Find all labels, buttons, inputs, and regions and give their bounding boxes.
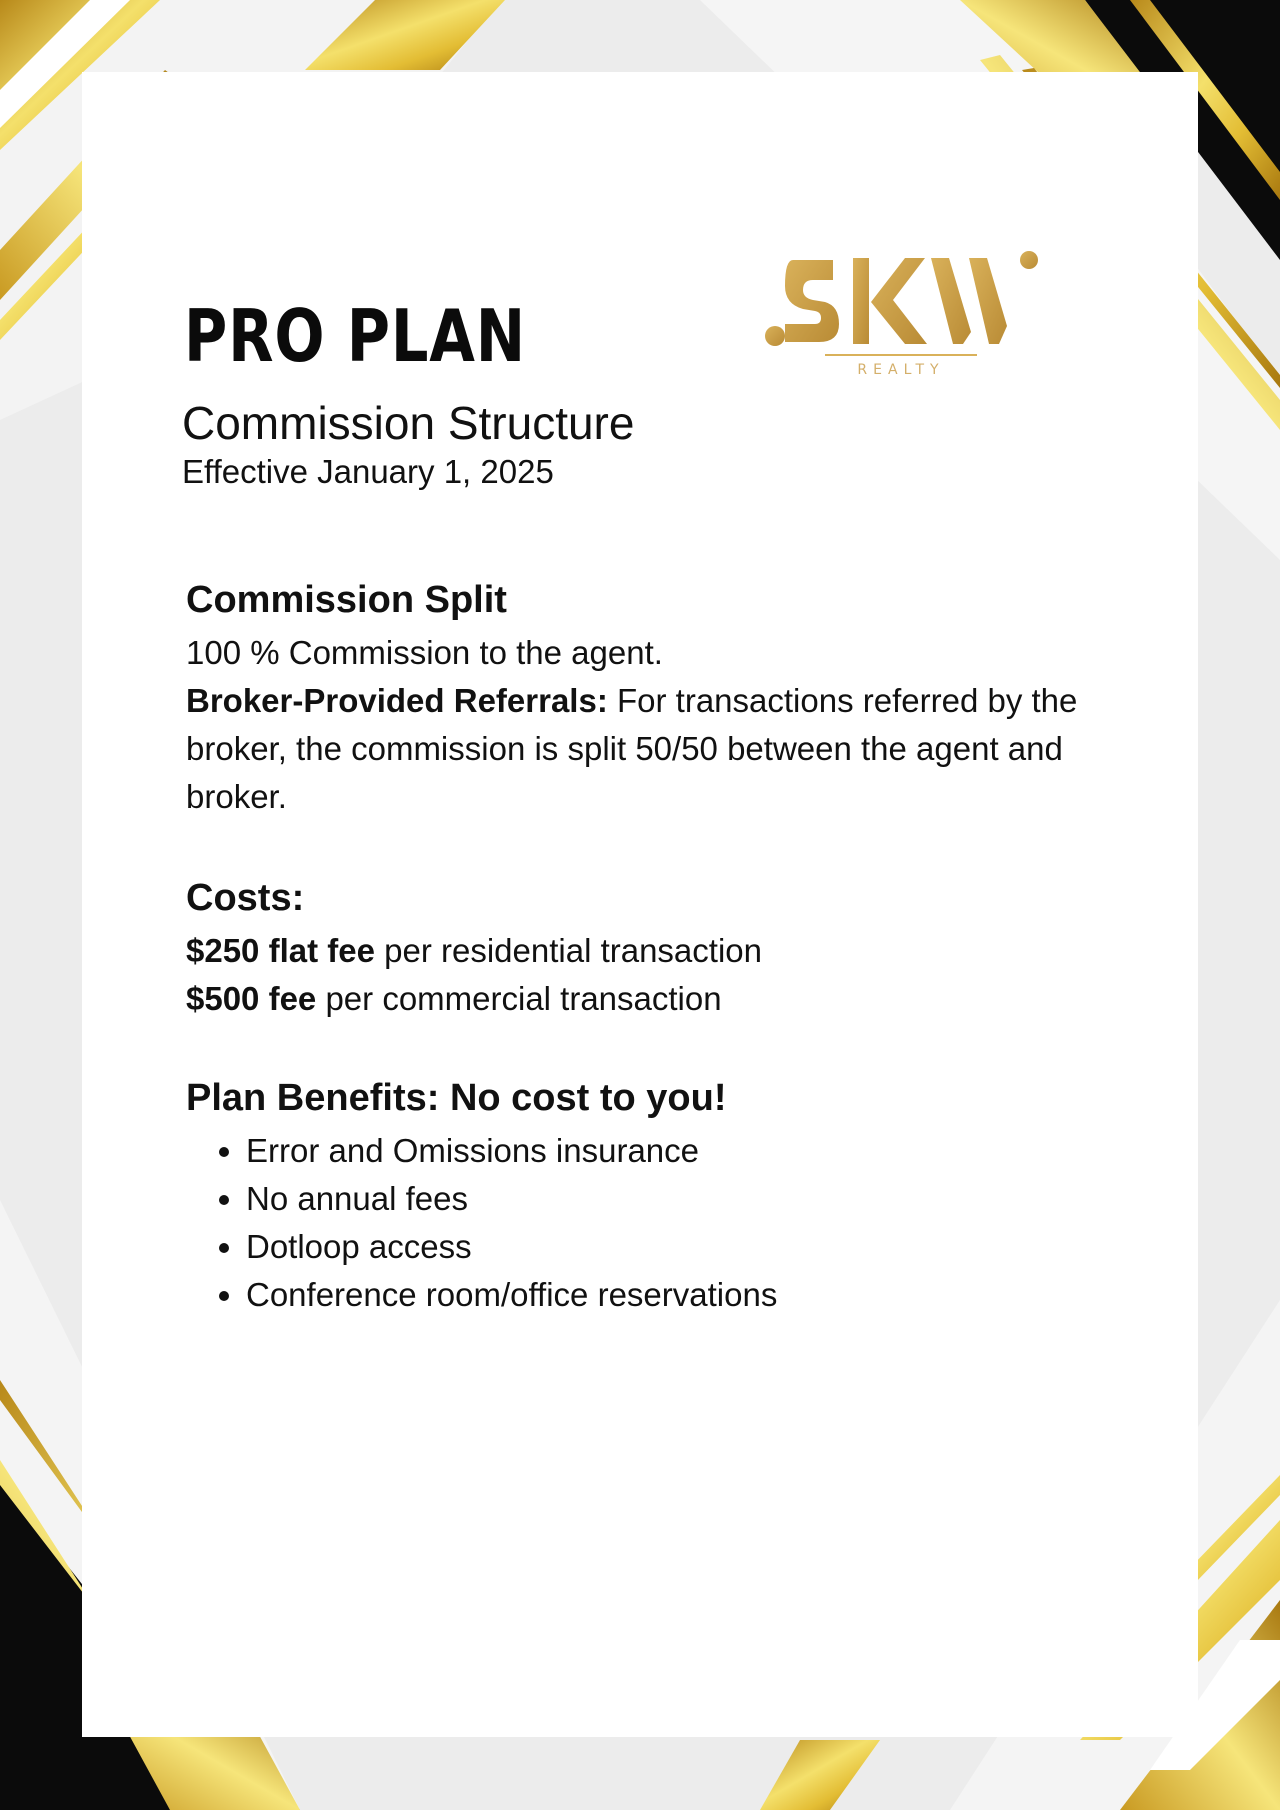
- list-item: • No annual fees: [246, 1175, 1146, 1223]
- cost-item: [186, 927, 1146, 975]
- commission-split-line: 100 % Commission to the agent.: [186, 634, 663, 672]
- skw-realty-logo: [755, 240, 1045, 390]
- referral-paragraph: [186, 677, 1146, 821]
- referral-label: Broker-Provided Referrals:: [186, 682, 608, 720]
- costs-heading: Costs:: [186, 877, 305, 919]
- cost-item-text: per commercial transaction: [316, 980, 722, 1018]
- list-item: • Dotloop access: [246, 1223, 1146, 1271]
- cost-item-amount: $250 flat fee: [186, 932, 375, 970]
- benefits-list: [186, 1127, 1146, 1319]
- effective-date: Effective January 1, 2025: [182, 453, 554, 490]
- page-title: PRO PLAN: [184, 294, 527, 378]
- list-item: • Conference room/office reservations: [246, 1271, 1146, 1319]
- commission-split-heading: Commission Split: [186, 579, 507, 621]
- cost-item: [186, 975, 1146, 1023]
- logo-tagline: REALTY: [857, 362, 945, 378]
- cost-item-amount: $500 fee: [186, 980, 317, 1018]
- cost-item-text: per residential transaction: [374, 932, 762, 970]
- referral-text: For transactions referred by the broker, the commission is split 50/50 between the agent and broker.: [186, 682, 1078, 816]
- commission-split-section: [186, 576, 1146, 821]
- page-subtitle: Commission Structure: [182, 397, 635, 449]
- benefits-section: [186, 1074, 1146, 1319]
- list-item: • Error and Omissions insurance: [246, 1127, 1146, 1175]
- benefits-heading: Plan Benefits: No cost to you!: [186, 1077, 727, 1119]
- costs-section: [186, 874, 1146, 1023]
